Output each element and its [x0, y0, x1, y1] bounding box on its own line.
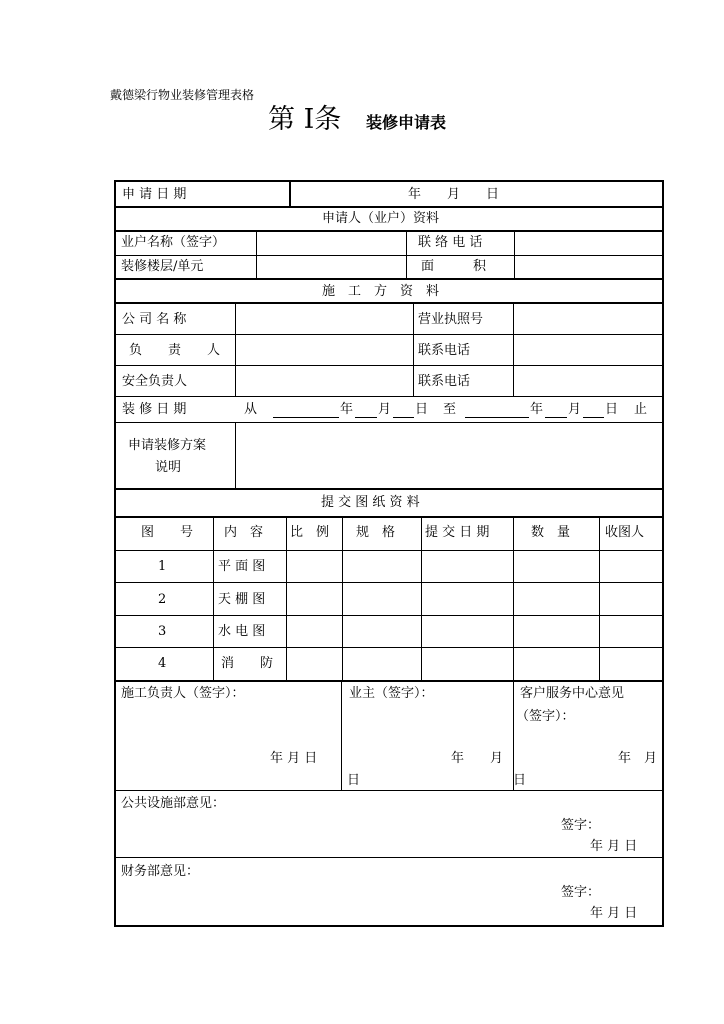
drawing-row-content: 消 防	[221, 656, 274, 671]
year-from-label: 年	[340, 402, 354, 417]
drawing-row-content: 天 棚 图	[218, 592, 266, 607]
phone2-label: 联系电话	[418, 374, 471, 389]
public-dept-label: 公共设施部意见：	[121, 796, 226, 811]
from-label: 从	[244, 402, 258, 417]
license-label: 营业执照号	[418, 312, 484, 327]
header-scale: 比 例	[290, 525, 330, 540]
to-label: 至	[443, 402, 457, 417]
finance-sign-label: 签字：	[561, 885, 601, 900]
header-content: 内 容	[224, 525, 264, 540]
sign-owner-day: 日	[347, 773, 361, 788]
floor-unit-label: 装修楼层/单元	[121, 259, 204, 274]
drawing-row-no: 1	[158, 559, 167, 574]
month-to-label: 月	[568, 402, 582, 417]
blank-day-from[interactable]	[393, 417, 414, 418]
blank-day-to[interactable]	[583, 417, 604, 418]
contact-phone-label: 联 络 电 话	[418, 235, 483, 250]
sign-construction-date: 年 月 日	[270, 751, 318, 766]
sign-construction-label: 施工负责人（签字）：	[121, 686, 245, 701]
blank-month-to[interactable]	[545, 417, 567, 418]
section-owner: 申请人（业户）资料	[322, 211, 440, 226]
day-to-label: 日	[605, 402, 619, 417]
blank-year-from[interactable]	[273, 417, 339, 418]
decor-date-label: 装 修 日 期	[122, 402, 187, 417]
sign-service-day: 日	[513, 773, 527, 788]
person-in-charge-label: 负 责 人	[129, 343, 221, 358]
date-label: 申 请 日 期	[122, 187, 187, 202]
owner-name-label: 业户名称（签字）	[121, 235, 226, 250]
page-title: 装修申请表	[366, 113, 447, 132]
plan-desc-label-1: 申请装修方案	[128, 438, 207, 453]
public-sign-label: 签字：	[561, 818, 601, 833]
drawing-row-no: 4	[158, 656, 167, 671]
safety-person-label: 安全负责人	[122, 374, 188, 389]
header-no: 图 号	[141, 525, 194, 540]
public-date: 年 月 日	[590, 839, 638, 854]
header-receiver: 收图人	[605, 525, 645, 540]
section-drawings: 提 交 图 纸 资 料	[321, 495, 420, 510]
blank-year-to[interactable]	[465, 417, 529, 418]
sign-service-label-1: 客户服务中心意见	[520, 686, 625, 701]
plan-desc-label-2: 说明	[155, 460, 182, 475]
finance-date: 年 月 日	[590, 906, 638, 921]
header-quantity: 数 量	[531, 525, 571, 540]
company-note: 戴德梁行物业装修管理表格	[110, 88, 255, 102]
drawing-row-no: 2	[158, 592, 167, 607]
blank-month-from[interactable]	[355, 417, 377, 418]
sign-owner-label: 业主（签字）：	[349, 686, 434, 701]
day-from-label: 日	[415, 402, 429, 417]
drawing-row-no: 3	[158, 624, 167, 639]
sign-service-date: 年 月	[618, 751, 658, 766]
company-name-label: 公 司 名 称	[122, 312, 187, 327]
month-from-label: 月	[378, 402, 392, 417]
sign-service-label-2: （签字）：	[516, 709, 575, 724]
phone1-label: 联系电话	[418, 343, 471, 358]
stop-label: 止	[634, 402, 648, 417]
header-submit-date: 提 交 日 期	[425, 525, 490, 540]
section-construction: 施 工 方 资 料	[322, 284, 440, 299]
drawing-row-content: 平 面 图	[218, 559, 266, 574]
year-to-label: 年	[530, 402, 544, 417]
page-title-number: 第 I条	[268, 104, 342, 135]
date-value[interactable]: 年 月 日	[408, 187, 500, 202]
sign-owner-date: 年 月	[451, 751, 504, 766]
drawing-row-content: 水 电 图	[218, 624, 266, 639]
header-spec: 规 格	[356, 525, 396, 540]
finance-dept-label: 财务部意见：	[121, 864, 200, 879]
area-label: 面 积	[421, 259, 487, 274]
